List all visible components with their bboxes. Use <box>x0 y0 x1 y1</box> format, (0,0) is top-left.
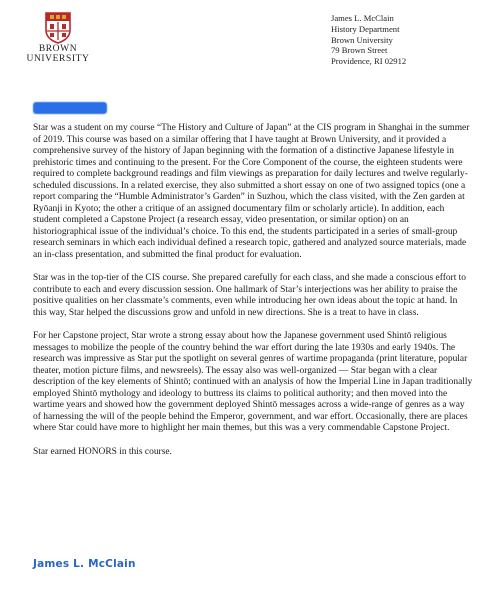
address-line: 79 Brown Street <box>331 45 388 56</box>
address-line: Providence, RI 02912 <box>331 56 407 67</box>
logo-wordmark-university: UNIVERSITY <box>26 54 90 64</box>
redacted-salutation <box>33 102 107 114</box>
closing-line: Star earned HONORS in this course. <box>33 446 172 457</box>
body-paragraph: Star was in the top-tier of the CIS course. She prepared carefully for each class, and she made a conscious effort to contribute to each and every discussion session. One hallmark of Star’s interjections was her ability to praise the positive qualities on her classmate’s comments, even while introducing her own ideas about the topic at hand. In this way, Star helped the discussions grow and unfold in new directions. She is a treat to have in class. <box>33 273 467 318</box>
address-line: Brown University <box>331 34 393 45</box>
address-line: History Department <box>331 23 400 34</box>
shield-icon <box>45 12 71 44</box>
body-paragraph: Star was a student on my course “The History and Culture of Japan” at the CIS program in Shanghai in the summer of 2019. This course was based on a similar offering that I have taught at Brown University, and it provided a comprehensive survey of the history of Japan beginning with the formation of a distinctive Japanese lifestyle in prehistoric times and continuing to the present. For the Core Component of the course, the eighteen students were required to complete background readings and film viewings as preparation for daily lectures and twelve regularly-scheduled discussions. In a related exercise, they also submitted a short essay on one of two assigned topics (one a report comparing the “Humble Administrator’s Garden” in Suzhou, which the class visited, with the Zen garden at Ryōanji in Kyoto; the other a critique of an assigned documentary film or scholarly article). In addition, each student completed a Capstone Project (a research essay, video presentation, or similar option) on an historiographical issue of the individual’s choice. To this end, the students participated in a series of small-group research seminars in which each individual defined a research topic, gathered and analyzed source materials, made an in-class presentation, and submitted the final product for evaluation. <box>33 123 470 260</box>
brown-university-logo <box>22 12 94 64</box>
sender-address <box>331 13 406 67</box>
body-paragraph: For her Capstone project, Star wrote a strong essay about how the Japanese government used Shintō religious messages to mobilize the people of the country behind the war effort during the late 1930s and early 1940s. The research was impressive as Star put the spotlight on several genres of wartime propaganda (print literature, popular theater, motion picture films, and newsreels). The essay also was well-organized — Star began with a clear description of the key elements of Shintō; continued with an analysis of how the Imperial Line in Japan traditionally employed Shintō mythology and ideology to buttress its claims to political authority; and then moved into the wartime years and showed how the government deployed Shintō messages across a wide-range of genres as a way of harnessing the will of the people behind the Emperor, government, and war effort. Occasionally, there are places where Star could have more to highlight her main themes, but this was a very commendable Capstone Project. <box>33 331 473 433</box>
address-line: James L. McClain <box>331 13 394 23</box>
letter-body <box>33 123 473 470</box>
logo-wordmark-brown: BROWN <box>38 44 78 54</box>
signature: James L. McClain <box>33 558 136 570</box>
